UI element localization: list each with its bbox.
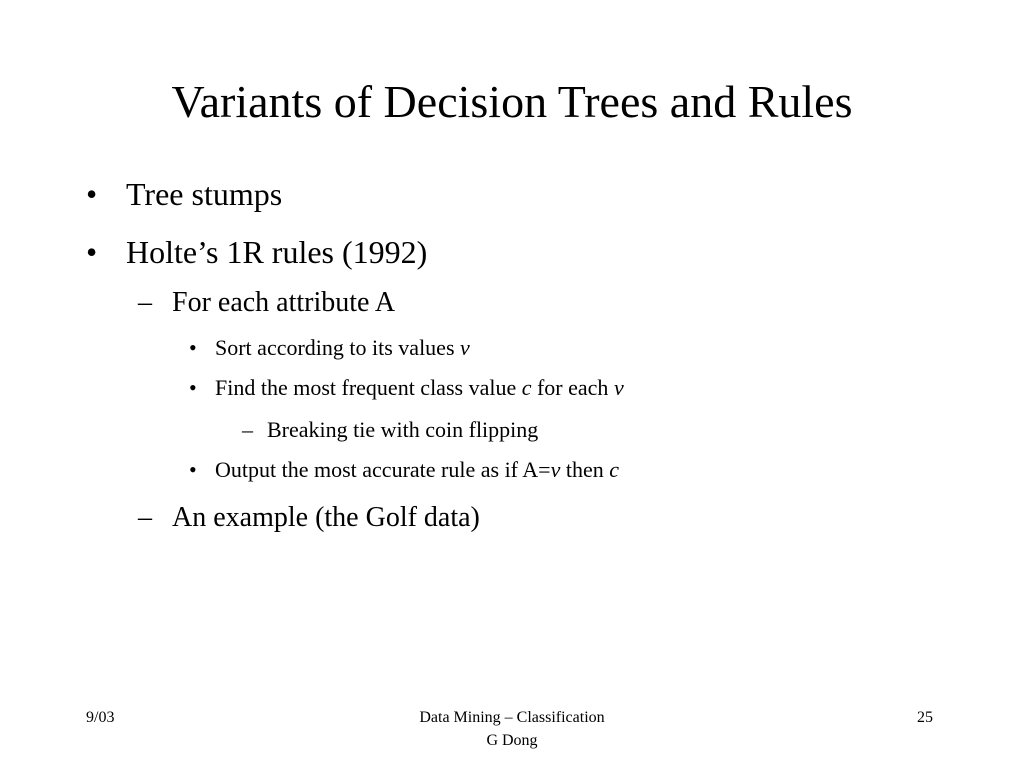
bullet-text: An example (the Golf data) (172, 502, 480, 533)
variable-v: v (460, 335, 470, 360)
bullet-text: For each attribute A (172, 287, 396, 318)
variable-c: c (521, 375, 532, 400)
bullet-text: Output the most accurate rule as if A=v then c (215, 457, 620, 482)
dash-marker: – (138, 287, 152, 318)
footer-author: G Dong (486, 732, 538, 749)
dash-marker: – (242, 417, 253, 442)
bullet-marker: • (189, 457, 197, 482)
variable-c: c (609, 457, 620, 482)
bullet-marker: • (189, 375, 197, 400)
dash-marker: – (138, 502, 152, 533)
bullet-marker: • (86, 176, 98, 212)
bullet-text: Holte’s 1R rules (1992) (126, 234, 428, 270)
variable-v: v (550, 457, 561, 482)
bullet-text: Find the most frequent class value c for each v (215, 375, 624, 400)
bullet-marker: • (86, 234, 98, 270)
slide-title: Variants of Decision Trees and Rules (171, 76, 853, 127)
bullet-text: Tree stumps (126, 176, 283, 212)
variable-v: v (613, 375, 624, 400)
bullet-text: Sort according to its values v (215, 335, 470, 360)
footer-page-number: 25 (917, 709, 933, 726)
footer-course: Data Mining – Classification (419, 709, 605, 726)
footer-date: 9/03 (86, 709, 115, 726)
bullet-text: Breaking tie with coin flipping (267, 417, 539, 442)
bullet-marker: • (189, 335, 197, 360)
